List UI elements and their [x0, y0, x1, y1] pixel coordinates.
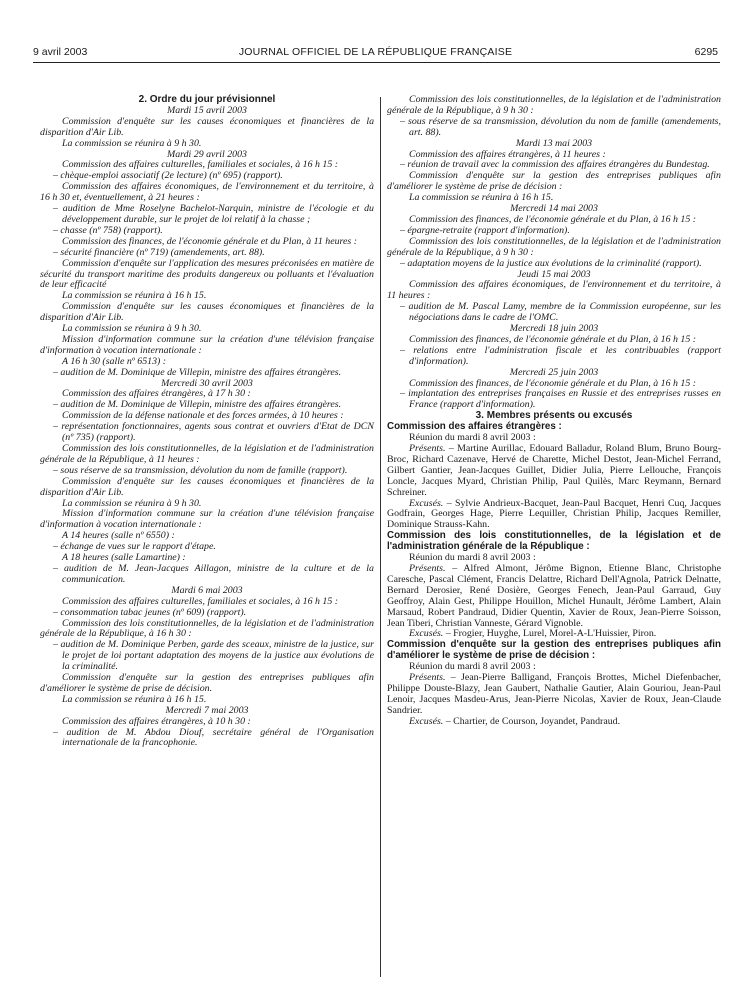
member-status-label: Excusés. [409, 628, 444, 640]
committee-heading: Commission des lois constitutionnelles, de la législation et de l'administration générale de la République : [387, 530, 721, 553]
agenda-item: – audition de Mme Roselyne Bachelot-Narquin, ministre de l'écologie et du développement durable, sur le projet de loi relatif à la chasse ; [53, 203, 374, 225]
committee-entry: Commission des lois constitutionnelles, de la législation et de l'administration générale de la République, à 9 h 30 : [387, 235, 721, 258]
meeting-date: Jeudi 15 mai 2003 [517, 268, 591, 280]
committee-entry: Commission des finances, de l'économie générale et du Plan, à 16 h 15 : [409, 333, 697, 345]
meeting-date: Mardi 15 avril 2003 [166, 104, 247, 116]
agenda-item: – audition de M. Dominique de Villepin, ministre des affaires étrangères. [53, 366, 342, 378]
column-divider [380, 97, 381, 977]
agenda-item: – sous réserve de sa transmission, dévolution du nom de famille (rapport). [53, 464, 348, 476]
committee-entry: Mission d'information commune sur la création d'une télévision française d'information à vocation internationale : [40, 333, 374, 356]
agenda-item: – audition de M. Jean-Jacques Aillagon, ministre de la culture et de la communication. [53, 562, 374, 585]
agenda-item: – audition de M. Abdou Diouf, secrétaire général de l'Organisation internationale de la francophonie. [53, 726, 374, 749]
committee-entry: Commission des finances, de l'économie générale et du Plan, à 11 heures : [62, 235, 358, 247]
committee-heading: Commission d'enquête sur la gestion des entreprises publiques afin d'améliorer le système de prise de décision : [387, 639, 721, 662]
member-names: – Frogier, Huyghe, Lurel, Morel-A-L'Huissier, Piron. [443, 628, 657, 640]
committee-entry: Commission d'enquête sur les causes économiques et financières de la disparition d'Air Lib. [40, 115, 374, 138]
committee-entry: Commission des affaires étrangères, à 10 h 30 : [62, 715, 251, 727]
section-heading: 2. Ordre du jour prévisionnel [138, 94, 276, 105]
meeting-date: Mardi 6 mai 2003 [171, 584, 243, 596]
meeting-date: Mercredi 18 juin 2003 [509, 323, 599, 335]
committee-entry: Commission des affaires étrangères, à 11 heures : [409, 148, 606, 160]
agenda-item: – réunion de travail avec la commission des affaires étrangères du Bundestag. [400, 159, 710, 171]
session-time: La commission se réunira à 9 h 30. [62, 497, 202, 509]
agenda-item: – sécurité financière (nº 719) (amendements, art. 88). [53, 246, 265, 258]
agenda-item: – consommation tabac jeunes (nº 609) (rapport). [53, 606, 247, 618]
session-time: La commission se réunira à 9 h 30. [62, 137, 202, 149]
committee-entry: Commission des lois constitutionnelles, de la législation et de l'administration générale de la République, à 9 h 30 : [387, 94, 721, 116]
meeting-date: Mercredi 14 mai 2003 [510, 203, 598, 215]
committee-entry: Mission d'information commune sur la création d'une télévision française d'information à vocation internationale : [40, 508, 374, 531]
member-status-label: Excusés. [409, 497, 444, 509]
page-number: 6295 [694, 46, 718, 58]
session-time: Réunion du mardi 8 avril 2003 : [409, 552, 536, 564]
member-status-label: Présents. [409, 672, 446, 684]
agenda-item: – chasse (nº 758) (rapport). [53, 224, 163, 236]
agenda-item: – représentation fonctionnaires, agents sous contrat et ouvriers d'Etat de DCN (nº 735) (rapport). [53, 421, 374, 444]
agenda-item: – audition de M. Dominique de Villepin, ministre des affaires étrangères. [53, 399, 342, 411]
agenda-item: – implantation des entreprises françaises en Russie et des entreprises russes en France (rapport d'information). [400, 388, 721, 411]
member-names: – Alfred Almont, Jérôme Bignon, Etienne Blanc, Christophe Caresche, Pascal Clément, Francis Delattre, Richard Dell'Agnola, Patrick Delnatte, Bernard Derosier, René Dosière, Georges Fenech, Jean-Paul Garraud, Guy Geoffroy, Alain Gest, Philippe Houillon, Michel Hunault, Jérôme Lambert, Alain Marsaud, Robert Pandraud, Didier Quentin, Xavier de Roux, Jean-Pierre Soisson, Jean Tiberi, Christian Vanneste, Gérard Vignoble. [387, 562, 721, 629]
committee-entry: Commission d'enquête sur les causes économiques et financières de la disparition d'Air Lib. [40, 301, 374, 324]
section-heading: 3. Membres présents ou excusés [475, 410, 633, 422]
header-rule [33, 62, 720, 63]
committee-entry: Commission d'enquête sur l'application des mesures préconisées en matière de sécurité du transport maritime des produits dangereux ou polluants et l'évaluation de leur efficacité [40, 257, 374, 291]
committee-entry: Commission des affaires culturelles, familiales et sociales, à 16 h 15 : [62, 595, 339, 607]
member-names: – Martine Aurillac, Edouard Balladur, Roland Blum, Bruno Bourg-Broc, Richard Cazenave, Hervé de Charette, Michel Destot, Jean-Michel Ferrand, Gilbert Gantier, Jean-Jacques Guillet, Didier Julia, Pierre Lellouche, François Loncle, Jacques Myard, Christian Philip, Paul Quilès, Marc Reymann, Bernard Schreiner. [387, 443, 721, 498]
left-column [40, 95, 374, 749]
session-time: La commission se réunira à 16 h 15. [62, 290, 207, 302]
agenda-item: – sous réserve de sa transmission, dévolution du nom de famille (amendements, art. 88). [400, 115, 721, 138]
agenda-item: – chèque-emploi associatif (2e lecture) (nº 695) (rapport). [53, 170, 283, 182]
committee-heading: Commission des affaires étrangères : [387, 421, 562, 433]
meeting-date: Mercredi 30 avril 2003 [161, 377, 253, 389]
member-status-label: Présents. [409, 443, 446, 454]
member-list [387, 717, 721, 728]
page-header [33, 46, 718, 60]
committee-entry: Commission des affaires étrangères, à 17 h 30 : [62, 388, 251, 400]
meeting-date: Mardi 13 mai 2003 [515, 137, 593, 149]
session-time: Réunion du mardi 8 avril 2003 : [409, 432, 536, 444]
agenda-item: – échange de vues sur le rapport d'étape. [53, 541, 216, 553]
session-time: La commission se réunira à 16 h 15. [409, 192, 554, 204]
committee-entry: Commission des affaires culturelles, familiales et sociales, à 16 h 15 : [62, 159, 339, 171]
member-names: – Jean-Pierre Balligand, François Brottes, Michel Diefenbacher, Philippe Douste-Blazy, Jean Gaubert, Nathalie Gautier, Alain Gouriou, Jean-Paul Lenoir, Jacques Masdeu-Arus, Jean-Pierre Nicolas, Xavier de Roux, Jean-Claude Sandrier. [387, 672, 721, 716]
session-time: Réunion du mardi 8 avril 2003 : [409, 661, 536, 673]
member-list [387, 499, 721, 532]
committee-entry: Commission des finances, de l'économie générale et du Plan, à 16 h 15 : [409, 213, 697, 225]
committee-entry: Commission des lois constitutionnelles, de la législation et de l'administration générale de la République, à 16 h 30 : [40, 617, 374, 640]
agenda-item: – adaptation moyens de la justice aux évolutions de la criminalité (rapport). [400, 257, 702, 269]
right-column [387, 95, 721, 728]
agenda-item: – audition de M. Dominique Perben, garde des sceaux, ministre de la justice, sur le projet de loi portant adaptation des moyens de la justice aux évolutions de la criminalité. [53, 639, 374, 673]
committee-entry: Commission des finances, de l'économie générale et du Plan, à 16 h 15 : [409, 377, 697, 389]
committee-entry: Commission d'enquête sur les causes économiques et financières de la disparition d'Air Lib. [40, 475, 374, 498]
member-status-label: Présents. [409, 562, 446, 574]
committee-entry: Commission de la défense nationale et des forces armées, à 10 heures : [62, 410, 344, 422]
committee-entry: Commission d'enquête sur la gestion des entreprises publiques afin d'améliorer le système de prise de décision. [40, 672, 374, 694]
committee-entry: Commission des affaires économiques, de l'environnement et du territoire, à 16 h 30 et, éventuellement, à 21 heures : [40, 181, 374, 204]
agenda-item: – relations entre l'administration fiscale et les contribuables (rapport d'information). [400, 344, 721, 367]
committee-entry: Commission des lois constitutionnelles, de la législation et de l'administration générale de la République, à 11 heures : [40, 443, 374, 465]
journal-title: JOURNAL OFFICIEL DE LA RÉPUBLIQUE FRANÇAISE [238, 46, 513, 58]
session-time: A 16 h 30 (salle nº 6513) : [62, 355, 167, 367]
agenda-item: – audition de M. Pascal Lamy, membre de la Commission européenne, sur les négociations dans le cadre de l'OMC. [400, 301, 721, 324]
committee-entry: Commission d'enquête sur la gestion des entreprises publiques afin d'améliorer le système de prise de décision : [387, 170, 721, 193]
agenda-item: – épargne-retraite (rapport d'information). [400, 224, 570, 236]
session-time: La commission se réunira à 9 h 30. [62, 323, 202, 335]
meeting-date: Mercredi 25 juin 2003 [509, 366, 599, 378]
member-list [387, 673, 721, 717]
committee-entry: Commission des affaires économiques, de l'environnement et du territoire, à 11 heures : [387, 279, 721, 302]
member-status-label: Excusés. [409, 715, 444, 727]
header-date: 9 avril 2003 [33, 46, 88, 58]
meeting-date: Mardi 29 avril 2003 [166, 148, 247, 160]
member-names: – Chartier, de Courson, Joyandet, Pandraud. [443, 715, 621, 727]
meeting-date: Mercredi 7 mai 2003 [165, 704, 249, 716]
session-time: La commission se réunira à 16 h 15. [62, 693, 207, 705]
session-time: A 18 heures (salle Lamartine) : [62, 552, 186, 564]
member-names: – Sylvie Andrieux-Bacquet, Jean-Paul Bacquet, Henri Cuq, Jacques Godfrain, Georges Hage, Pierre Lequiller, Christian Philip, Jacques Remiller, Dominique Strauss-Kahn. [387, 497, 721, 531]
member-list [387, 444, 721, 499]
member-list [387, 564, 721, 629]
session-time: A 14 heures (salle nº 6550) : [62, 530, 175, 542]
